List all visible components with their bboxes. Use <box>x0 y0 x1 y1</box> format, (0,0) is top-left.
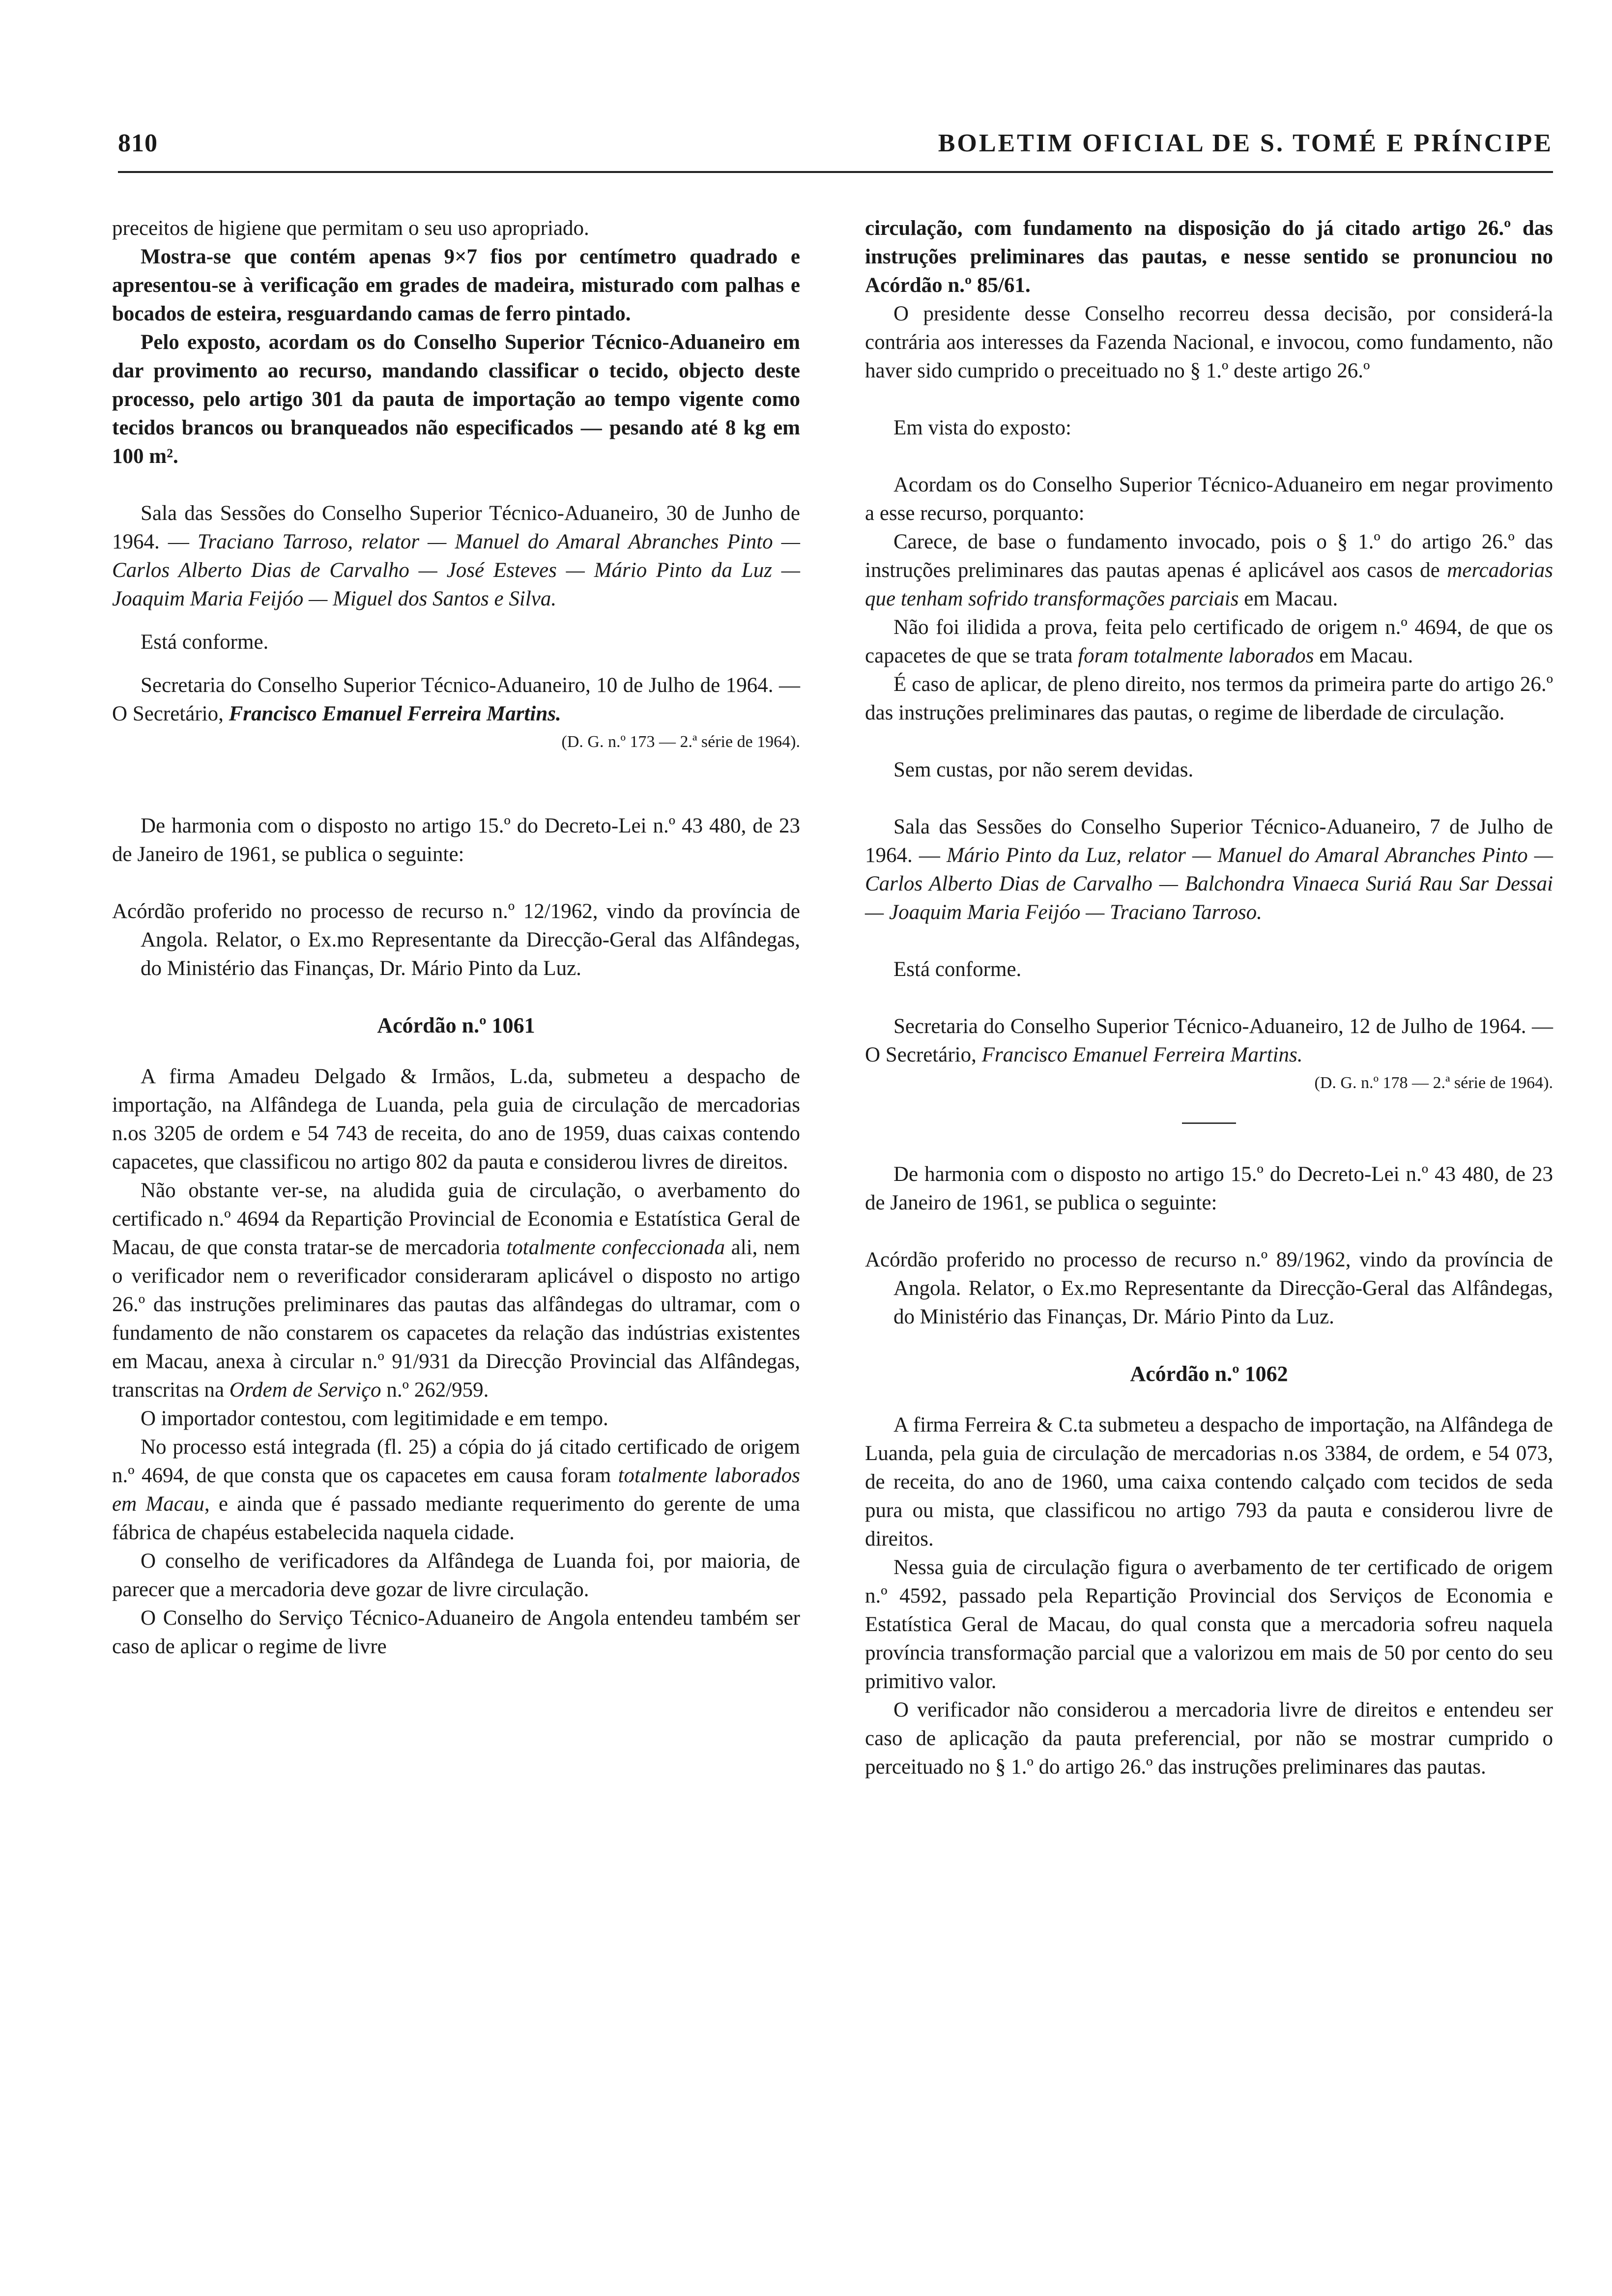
paragraph: Sem custas, por não serem devidas. <box>893 758 1194 781</box>
paragraph: Em vista do exposto: <box>893 416 1071 439</box>
signatories: Traciano Tarroso, relator — Manuel do Amaral Abranches Pinto — Carlos Alberto Dias de Carvalho — José Esteves — Mário Pinto da Luz — Joaquim Maria Feijóo — Miguel dos Santos e Silva. <box>112 530 801 610</box>
conforme-note: Está conforme. <box>141 631 269 654</box>
paragraph <box>112 1177 800 1405</box>
left-column <box>112 214 800 1661</box>
secretaria-note <box>865 1012 1553 1069</box>
text-run: No processo está integrada (fl. 25) a cópia do já citado certificado de origem n.º 4694, de que consta que os capacetes em causa foram <box>112 1435 800 1487</box>
acordao-heading: Acórdão n.º 1061 <box>377 1013 535 1037</box>
text-run: em Macau. <box>1314 644 1413 667</box>
secretaria-text: Secretaria do Conselho Superior Técnico-Aduaneiro, 10 de Julho de 1964. — O Secretário, <box>112 674 800 725</box>
page-header <box>118 129 1553 158</box>
session-signatures <box>112 499 800 613</box>
secretaria-text: Secretaria do Conselho Superior Técnico-Aduaneiro, 12 de Julho de 1964. — O Secretário, <box>865 1015 1553 1066</box>
paragraph: O Conselho do Serviço Técnico-Aduaneiro de Angola entendeu também ser caso de aplicar o regime de livre <box>112 1607 800 1658</box>
paragraph: O importador contestou, com legitimidade e em tempo. <box>141 1407 608 1430</box>
signatories: Mário Pinto da Luz, relator — Manuel do Amaral Abranches Pinto — Carlos Alberto Dias de Carvalho — Balchondra Vinaeca Suriá Rau Sar Dessai — Joaquim Maria Feijóo — Traciano Tarroso. <box>865 844 1553 924</box>
secretary-name: Francisco Emanuel Ferreira Martins. <box>229 702 561 725</box>
session-text: Sala das Sessões do Conselho Superior Técnico-Aduaneiro, 30 de Junho de 1964. — <box>112 502 800 553</box>
conforme-note: Está conforme. <box>893 958 1022 981</box>
paragraph: Pelo exposto, acordam os do Conselho Superior Técnico-Aduaneiro em dar provimento ao recurso, mandando classificar o tecido, objecto deste processo, pelo artigo 301 da pauta de importação ao tempo vigente como tecidos brancos ou branqueados não especificados — pesando até 8 kg em 100 m². <box>112 331 800 468</box>
right-column <box>865 214 1553 1781</box>
paragraph: Mostra-se que contém apenas 9×7 fios por centímetro quadrado e apresentou-se à verificação em grades de madeira, misturado com palhas e bocados de esteira, resguardando camas de ferro pintado. <box>112 245 800 325</box>
source-reference: (D. G. n.º 178 — 2.ª série de 1964). <box>1314 1074 1553 1092</box>
text-run: Carece, de base o fundamento invocado, pois o § 1.º do artigo 26.º das instruções preliminares das pautas apenas é aplicável aos casos de <box>865 530 1553 582</box>
paragraph: É caso de aplicar, de pleno direito, nos termos da primeira parte do artigo 26.º das instruções preliminares das pautas, o regime de liberdade de circulação. <box>865 673 1553 724</box>
acordao-intro: Acórdão proferido no processo de recurso n.º 89/1962, vindo da província de Angola. Relator, o Ex.mo Representante da Direcção-Geral das Alfândegas, do Ministério das Finanças, Dr. Mário Pinto da Luz. <box>865 1248 1553 1328</box>
acordao-heading: Acórdão n.º 1062 <box>1130 1362 1288 1386</box>
emphasis: foram totalmente laborados <box>1078 644 1314 667</box>
journal-title: BOLETIM OFICIAL DE S. TOMÉ E PRÍNCIPE <box>938 129 1553 157</box>
emphasis: totalmente laborados em Macau <box>112 1464 800 1516</box>
session-text: Sala das Sessões do Conselho Superior Técnico-Aduaneiro, 7 de Julho de 1964. — <box>865 815 1553 867</box>
paragraph: A firma Amadeu Delgado & Irmãos, L.da, submeteu a despacho de importação, na Alfândega de Luanda, pela guia de circulação de mercadorias n.os 3205 de ordem e 54 743 de receita, do ano de 1959, duas caixas contendo capacetes, que classificou no artigo 802 da pauta e considerou livres de direitos. <box>112 1065 800 1174</box>
page-number: 810 <box>118 129 158 157</box>
paragraph: A firma Ferreira & C.ta submeteu a despacho de importação, na Alfândega de Luanda, pela guia de circulação de mercadorias n.os 3384, de ordem, e 54 073, de receita, do ano de 1960, uma caixa contendo calçado com tecidos de seda pura ou mista, que classificou no artigo 793 da pauta e considerou livre de direitos. <box>865 1413 1553 1550</box>
section-divider <box>1182 1122 1236 1124</box>
paragraph: Acordam os do Conselho Superior Técnico-Aduaneiro em negar provimento a esse recurso, porquanto: <box>865 473 1553 525</box>
text-run: Não foi ilidida a prova, feita pelo certificado de origem n.º 4694, de que os capacetes de que se trata <box>865 616 1553 667</box>
text-run: , e ainda que é passado mediante requerimento do gerente de uma fábrica de chapéus estabelecida naquela cidade. <box>112 1492 800 1544</box>
secretaria-note <box>112 671 800 728</box>
paragraph: preceitos de higiene que permitam o seu uso apropriado. <box>112 217 589 240</box>
paragraph: circulação, com fundamento na disposição do já citado artigo 26.º das instruções preliminares das pautas, e nesse sentido se pronunciou no Acórdão n.º 85/61. <box>865 217 1553 297</box>
text-run: em Macau. <box>1238 587 1338 610</box>
harmonia-paragraph: De harmonia com o disposto no artigo 15.º do Decreto-Lei n.º 43 480, de 23 de Janeiro de 1961, se publica o seguinte: <box>865 1163 1553 1214</box>
source-reference: (D. G. n.º 173 — 2.ª série de 1964). <box>561 733 800 751</box>
paragraph: O verificador não considerou a mercadoria livre de direitos e entendeu ser caso de aplicação da pauta preferencial, por não se mostrar cumprido o perceituado no § 1.º do artigo 26.º das instruções preliminares das pautas. <box>865 1698 1553 1779</box>
emphasis: mercadorias que tenham sofrido transformações parciais <box>865 559 1553 610</box>
paragraph <box>865 613 1553 670</box>
emphasis: totalmente confeccionada <box>506 1236 725 1259</box>
text-run: Não obstante ver-se, na aludida guia de circulação, o averbamento do certificado n.º 4694 da Repartição Provincial de Economia e Estatística Geral de Macau, de que consta tratar-se de mercadoria <box>112 1179 800 1259</box>
paragraph: O conselho de verificadores da Alfândega de Luanda foi, por maioria, de parecer que a mercadoria deve gozar de livre circulação. <box>112 1550 800 1601</box>
text-run: ali, nem o verificador nem o reverificador consideraram aplicável o disposto no artigo 26.º das instruções preliminares das pautas das alfândegas do ultramar, com o fundamento de não constarem os capacetes da relação das indústrias existentes em Macau, anexa à circular n.º 91/931 da Direcção Provincial das Alfândegas, transcritas na <box>112 1236 800 1402</box>
paragraph: Nessa guia de circulação figura o averbamento de ter certificado de origem n.º 4592, passado pela Repartição Provincial dos Serviços de Economia e Estatística Geral de Macau, do qual consta que a mercadoria sofreu naquela província transformação parcial que a valorizou em mais de 50 por cento do seu primitivo valor. <box>865 1556 1553 1693</box>
harmonia-paragraph: De harmonia com o disposto no artigo 15.º do Decreto-Lei n.º 43 480, de 23 de Janeiro de 1961, se publica o seguinte: <box>112 814 800 866</box>
session-signatures <box>865 813 1553 927</box>
text-run: n.º 262/959. <box>381 1378 489 1402</box>
paragraph <box>112 1433 800 1547</box>
secretary-name: Francisco Emanuel Ferreira Martins. <box>981 1043 1303 1066</box>
header-rule <box>118 171 1553 173</box>
paragraph: O presidente desse Conselho recorreu dessa decisão, por considerá-la contrária aos interesses da Fazenda Nacional, e invocou, como fundamento, não haver sido cumprido o preceituado no § 1.º deste artigo 26.º <box>865 302 1553 382</box>
paragraph <box>865 528 1553 613</box>
acordao-intro: Acórdão proferido no processo de recurso n.º 12/1962, vindo da província de Angola. Relator, o Ex.mo Representante da Direcção-Geral das Alfândegas, do Ministério das Finanças, Dr. Mário Pinto da Luz. <box>112 900 800 980</box>
emphasis: Ordem de Serviço <box>229 1378 381 1402</box>
